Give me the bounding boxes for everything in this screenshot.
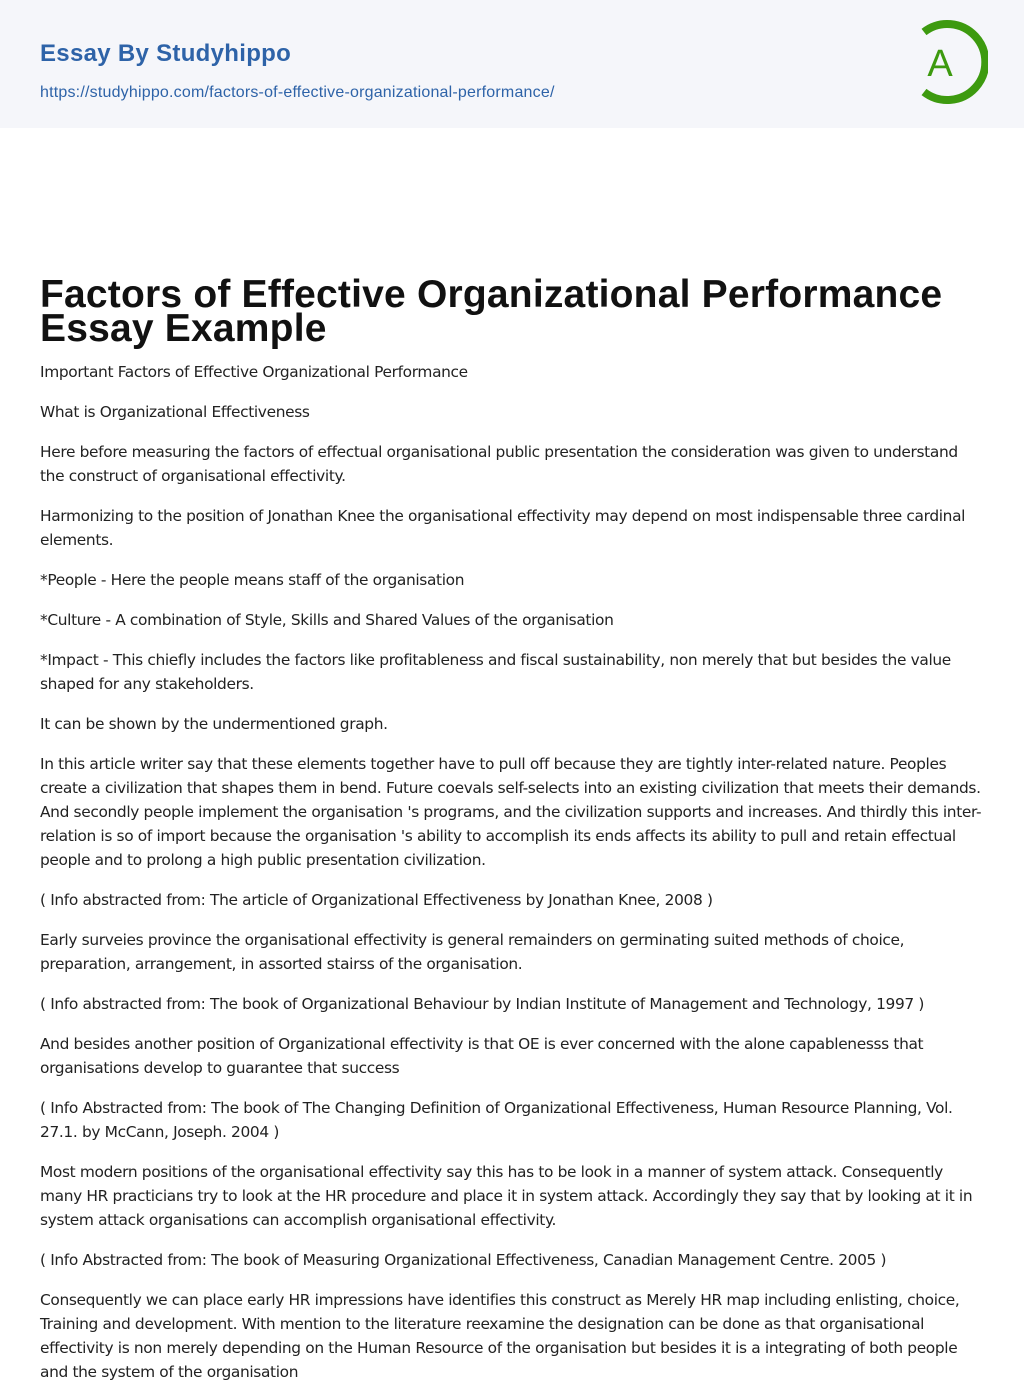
essay-paragraph: *Culture - A combination of Style, Skills and Shared Values of the organisation bbox=[40, 611, 614, 629]
brand-name[interactable]: Essay By Studyhippo bbox=[40, 40, 292, 67]
essay-paragraph: Important Factors of Effective Organizational Performance bbox=[40, 363, 468, 381]
essay-url-link[interactable]: https://studyhippo.com/factors-of-effective-organizational-performance/ bbox=[40, 84, 555, 101]
essay-paragraph: *Impact - This chiefly includes the factors like profitableness and fiscal sustainability, non merely that but besides the value shaped for any stakeholders. bbox=[40, 651, 951, 693]
essay-paragraph: Most modern positions of the organisational effectivity say this has to be look in a manner of system attack. Consequently many HR practicians try to look at the HR procedure and place it in system attack. Accordingly they say that by looking at it in system attack organisations can accomplish organisational effectivity. bbox=[40, 1163, 973, 1229]
essay-paragraph: In this article writer say that these elements together have to pull off because they are tightly inter-related nature. Peoples create a civilization that shapes them in bend. Future coevals self-selects into an existing civilization that meets their demands. And secondly people implement the organisation 's programs, and the civilization supports and increases. And thirdly this inter-relation is so of import because the organisation 's ability to accomplish its ends affects its ability to pull and retain effectual people and to prolong a high public presentation civilization. bbox=[40, 755, 982, 869]
essay-paragraph: Harmonizing to the position of Jonathan Knee the organisational effectivity may depend on most indispensable three cardinal elements. bbox=[40, 507, 966, 549]
essay-paragraph: Consequently we can place early HR impressions have identifies this construct as Merely HR map including enlisting, choice, Training and development. With mention to the literature reexamine the designation can be done as that organisational effectivity is non merely depending on the Human Resource of the organisation but besides it is a integrating of both people and the system of the organisation bbox=[40, 1291, 960, 1381]
essay-paragraph: Early surveies province the organisational effectivity is general remainders on germinating suited methods of choice, preparation, arrangement, in assorted stairss of the organisation. bbox=[40, 931, 905, 973]
essay-paragraph: ( Info abstracted from: The book of Organizational Behaviour by Indian Institute of Management and Technology, 1997 ) bbox=[40, 995, 925, 1013]
page-title: Factors of Effective Organizational Performance Essay Example bbox=[40, 273, 943, 350]
essay-paragraph: ( Info Abstracted from: The book of Measuring Organizational Effectiveness, Canadian Management Centre. 2005 ) bbox=[40, 1251, 887, 1269]
essay-paragraph: What is Organizational Effectiveness bbox=[40, 403, 310, 421]
essay-paragraph: *People - Here the people means staff of the organisation bbox=[40, 571, 465, 589]
essay-paragraph: ( Info Abstracted from: The book of The Changing Definition of Organizational Effectiveness, Human Resource Planning, Vol. 27.1. by McCann, Joseph. 2004 ) bbox=[40, 1099, 953, 1141]
studyhippo-logo-icon[interactable] bbox=[910, 18, 988, 106]
logo-letter: A bbox=[927, 43, 953, 85]
essay-paragraph: Here before measuring the factors of effectual organisational public presentation the consideration was given to understand the construct of organisational effectivity. bbox=[40, 443, 958, 485]
essay-paragraph: And besides another position of Organizational effectivity is that OE is ever concerned with the alone capablenesss that organisations develop to guarantee that success bbox=[40, 1035, 924, 1077]
site-header bbox=[0, 0, 1024, 128]
essay-paragraph: It can be shown by the undermentioned graph. bbox=[40, 715, 388, 733]
essay-body bbox=[0, 346, 1024, 1384]
essay-paragraph: ( Info abstracted from: The article of Organizational Effectiveness by Jonathan Knee, 2008 ) bbox=[40, 891, 713, 909]
